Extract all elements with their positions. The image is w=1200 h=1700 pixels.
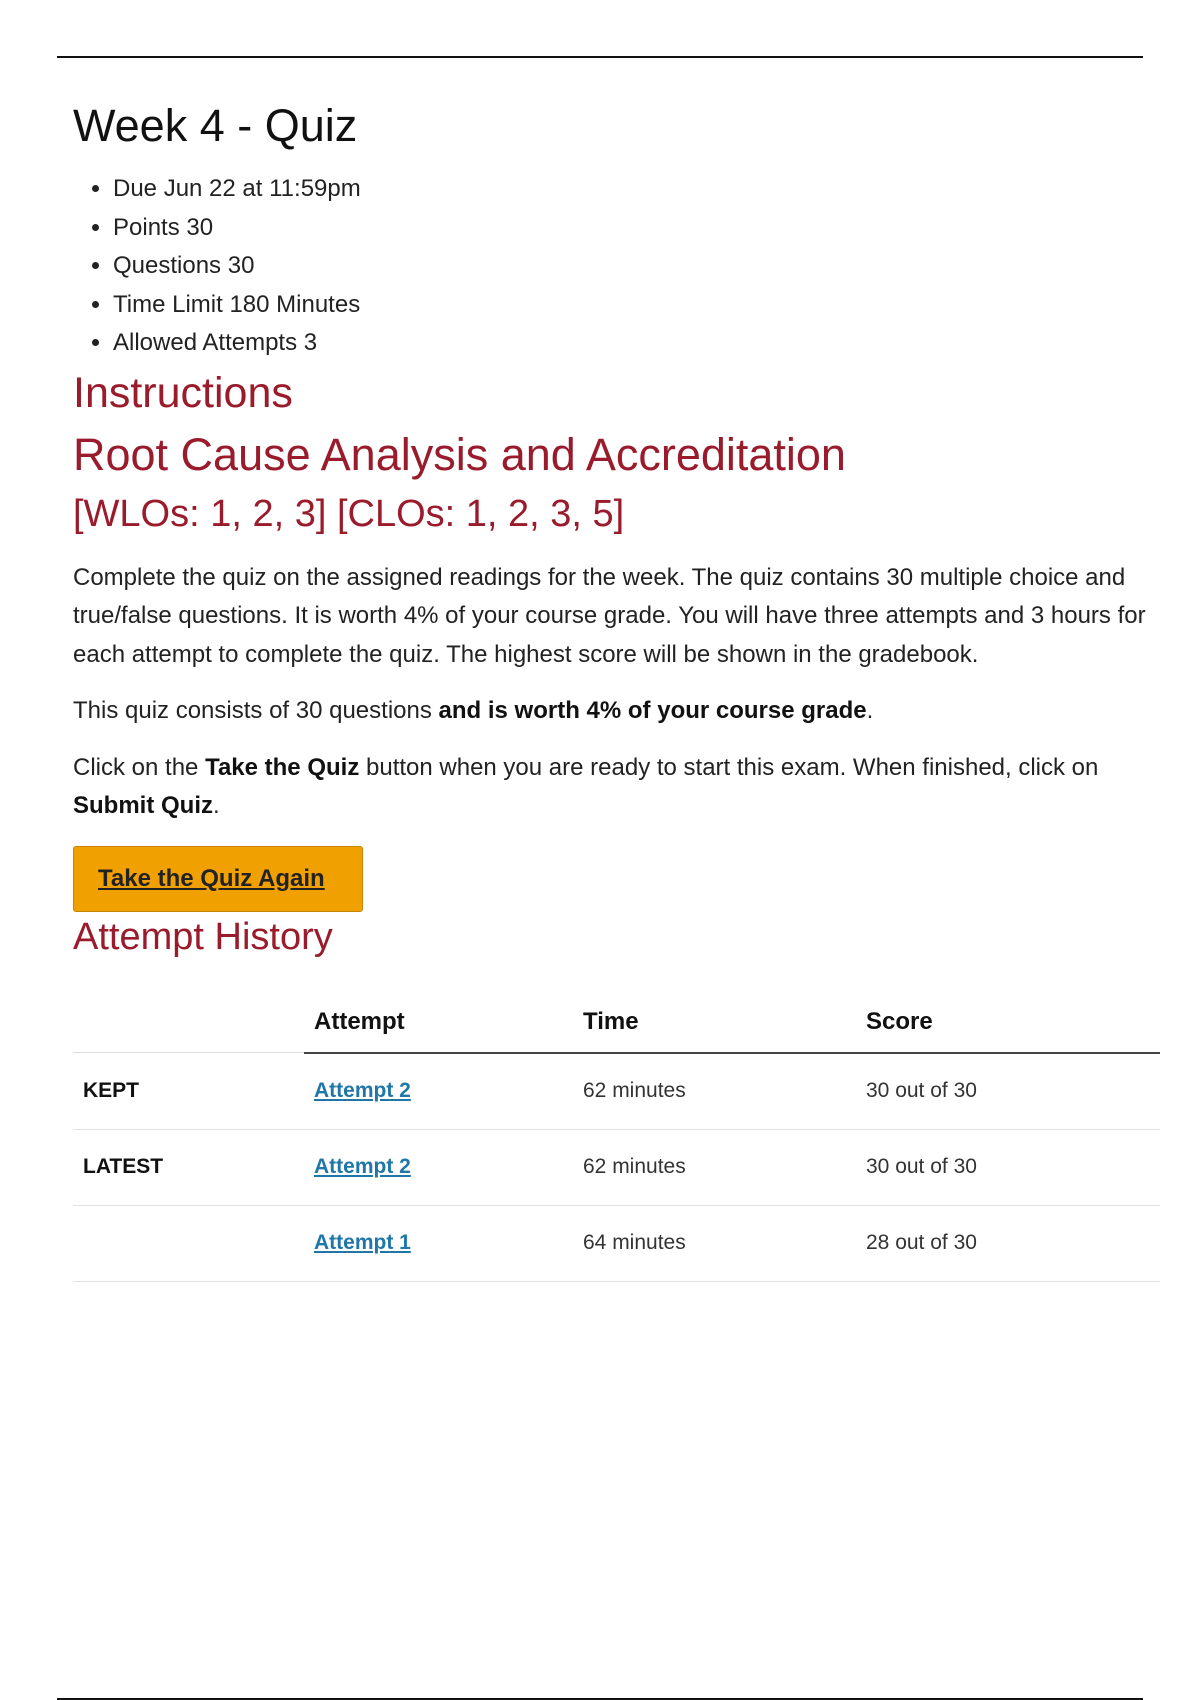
row-score: 28 out of 30	[856, 1205, 1160, 1281]
instructions-heading: Instructions	[73, 368, 293, 417]
grade-text-end: .	[866, 697, 874, 724]
start-text-1: Click on the	[73, 753, 206, 781]
table-row	[73, 1205, 1160, 1281]
instructions-paragraph: Complete the quiz on the assigned readings for the week. The quiz contains 30 multiple choice and true/false questions. It is worth 4% of your course grade. You will have three attempts and 3 hours for each attempt to complete the quiz. The highest score will be shown in the gradebook.	[73, 563, 1146, 668]
table-header-row	[73, 992, 1160, 1053]
attempt-link[interactable]: Attempt 2	[314, 1079, 411, 1102]
quiz-content	[73, 96, 1163, 1282]
column-header-attempt: Attempt	[304, 992, 573, 1053]
row-status: KEPT	[73, 1053, 304, 1130]
detail-points: • Points 30	[113, 209, 1163, 248]
submit-quiz-bold: Submit Quiz	[73, 792, 213, 819]
attempt-history-heading: Attempt History	[73, 915, 333, 958]
objectives-heading: [WLOs: 1, 2, 3] [CLOs: 1, 2, 3, 5]	[73, 492, 625, 535]
column-header-status	[73, 992, 304, 1053]
attempt-link[interactable]: Attempt 2	[314, 1155, 411, 1178]
quiz-details-list	[73, 170, 1163, 363]
grade-paragraph	[73, 692, 1163, 731]
row-attempt-cell	[304, 1053, 573, 1130]
row-time: 64 minutes	[573, 1205, 856, 1281]
start-instructions-paragraph	[73, 749, 1163, 826]
page-title: Week 4 - Quiz	[73, 100, 358, 151]
row-score: 30 out of 30	[856, 1129, 1160, 1205]
column-header-score: Score	[856, 992, 1160, 1053]
column-header-time: Time	[573, 992, 856, 1053]
detail-questions: • Questions 30	[113, 247, 1163, 286]
row-time: 62 minutes	[573, 1053, 856, 1130]
start-text-2: button when you are ready to start this exam. When finished, click on	[359, 753, 1099, 781]
topic-heading: Root Cause Analysis and Accreditation	[73, 428, 846, 480]
row-attempt-cell	[304, 1205, 573, 1281]
row-score: 30 out of 30	[856, 1053, 1160, 1130]
grade-bold-text: and is worth 4% of your course grade	[438, 697, 867, 724]
detail-time-limit: • Time Limit 180 Minutes	[113, 286, 1163, 325]
table-row	[73, 1129, 1160, 1205]
grade-text: This quiz consists of 30 questions	[73, 697, 439, 724]
row-attempt-cell	[304, 1129, 573, 1205]
row-status: LATEST	[73, 1129, 304, 1205]
row-status	[73, 1205, 304, 1281]
attempt-history-table	[73, 992, 1160, 1282]
attempt-link[interactable]: Attempt 1	[314, 1231, 411, 1254]
take-quiz-bold: Take the Quiz	[205, 753, 360, 781]
row-time: 62 minutes	[573, 1129, 856, 1205]
detail-due: • Due Jun 22 at 11:59pm	[113, 170, 1163, 209]
start-text-3: .	[213, 792, 220, 819]
take-quiz-again-button[interactable]: Take the Quiz Again	[73, 846, 363, 912]
top-divider	[57, 56, 1143, 58]
detail-allowed-attempts: • Allowed Attempts 3	[113, 324, 1163, 363]
table-row	[73, 1053, 1160, 1130]
